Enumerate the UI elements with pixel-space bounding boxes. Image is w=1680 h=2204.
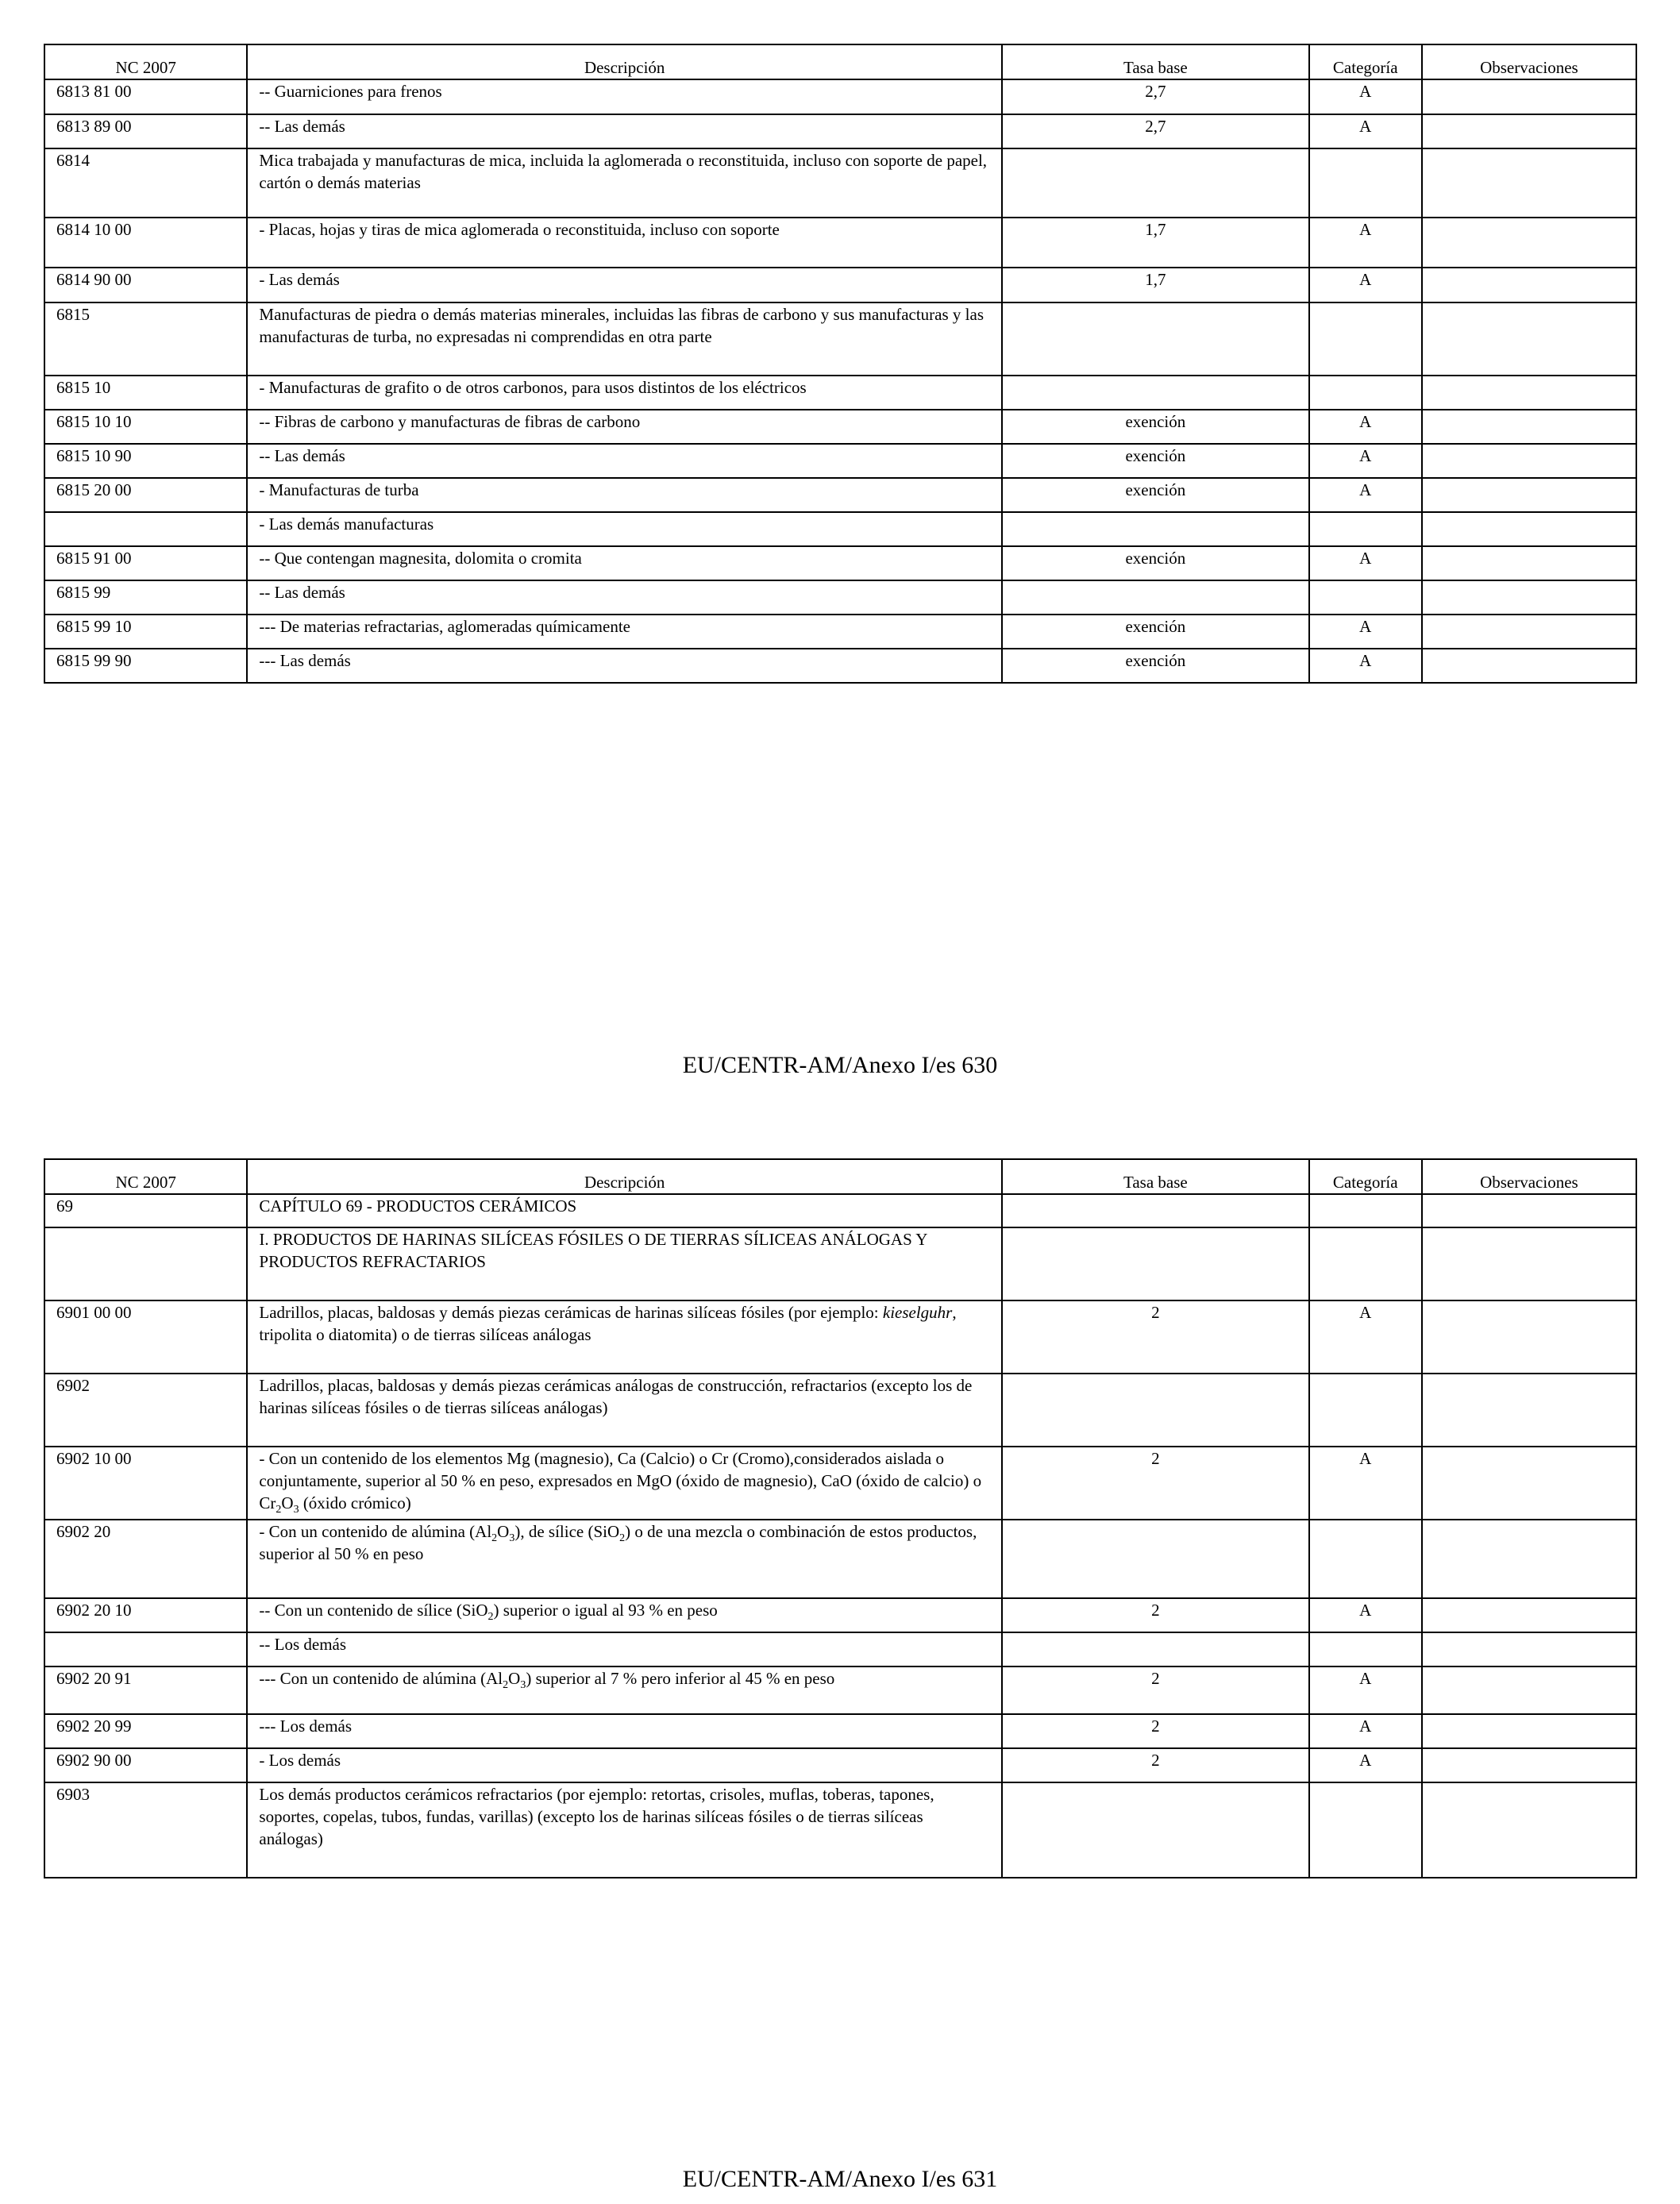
header-observations: Observaciones: [1422, 1159, 1636, 1194]
cell-category: [1309, 1520, 1422, 1598]
cell-category: A: [1309, 615, 1422, 649]
table-row: [44, 580, 1636, 615]
cell-code: 6815: [44, 302, 247, 376]
cell-base-rate: exención: [1002, 478, 1309, 512]
header-nc-2007: NC 2007: [44, 44, 247, 79]
cell-observations: [1422, 1374, 1636, 1447]
cell-category: [1309, 302, 1422, 376]
cell-base-rate: 2: [1002, 1714, 1309, 1748]
cell-description: Mica trabajada y manufacturas de mica, incluida la aglomerada o reconstituida, incluso con soporte de papel, cartón o demás materias: [247, 148, 1002, 218]
cell-code: 6815 99 90: [44, 649, 247, 683]
cell-code: 6902 20 99: [44, 1714, 247, 1748]
cell-base-rate: [1002, 1194, 1309, 1227]
cell-description: -- Guarniciones para frenos: [247, 79, 1002, 114]
cell-category: [1309, 1374, 1422, 1447]
cell-observations: [1422, 268, 1636, 302]
table-row: [44, 1194, 1636, 1227]
table-header-row: [44, 44, 1636, 79]
tariff-table-page-631: [44, 1158, 1637, 1878]
cell-observations: [1422, 1666, 1636, 1714]
cell-description: Ladrillos, placas, baldosas y demás piezas cerámicas de harinas silíceas fósiles (por ejemplo: kieselguhr, tripolita o diatomita) o de tierras silíceas análogas: [247, 1300, 1002, 1374]
table-row: [44, 546, 1636, 580]
cell-category: A: [1309, 1666, 1422, 1714]
cell-category: A: [1309, 79, 1422, 114]
cell-category: A: [1309, 478, 1422, 512]
table-row: [44, 1714, 1636, 1748]
cell-category: A: [1309, 444, 1422, 478]
cell-description: -- Las demás: [247, 114, 1002, 148]
cell-observations: [1422, 1520, 1636, 1598]
cell-observations: [1422, 1632, 1636, 1666]
cell-description: - Con un contenido de los elementos Mg (magnesio), Ca (Calcio) o Cr (Cromo),considerados aislada o conjuntamente, superior al 50 % en peso, expresados en MgO (óxido de magnesio), CaO (óxido de calcio) o $Cr_2O_3$ (óxido crómico): [247, 1447, 1002, 1520]
page-footer-630: EU/CENTR-AM/Anexo I/es 630: [682, 1052, 998, 1078]
cell-code: 6902 90 00: [44, 1748, 247, 1782]
table-row: [44, 1782, 1636, 1878]
cell-description: -- Con un contenido de sílice (SiO$_2$) superior o igual al 93 % en peso: [247, 1598, 1002, 1632]
cell-base-rate: [1002, 1374, 1309, 1447]
cell-category: A: [1309, 649, 1422, 683]
cell-category: [1309, 1782, 1422, 1878]
table-row: [44, 1598, 1636, 1632]
cell-code: 6901 00 00: [44, 1300, 247, 1374]
cell-observations: [1422, 649, 1636, 683]
cell-base-rate: exención: [1002, 444, 1309, 478]
header-category: Categoría: [1309, 1159, 1422, 1194]
cell-description: - Los demás: [247, 1748, 1002, 1782]
cell-base-rate: [1002, 512, 1309, 546]
cell-base-rate: [1002, 1520, 1309, 1598]
table-header-row: [44, 1159, 1636, 1194]
cell-base-rate: exención: [1002, 649, 1309, 683]
cell-code: 69: [44, 1194, 247, 1227]
cell-base-rate: [1002, 376, 1309, 410]
cell-description: -- Que contengan magnesita, dolomita o cromita: [247, 546, 1002, 580]
cell-category: A: [1309, 1300, 1422, 1374]
cell-description: CAPÍTULO 69 - PRODUCTOS CERÁMICOS: [247, 1194, 1002, 1227]
cell-observations: [1422, 376, 1636, 410]
cell-code: 6813 89 00: [44, 114, 247, 148]
cell-code: 6902 20 10: [44, 1598, 247, 1632]
cell-code: 6813 81 00: [44, 79, 247, 114]
cell-base-rate: [1002, 1227, 1309, 1300]
cell-category: A: [1309, 1598, 1422, 1632]
cell-description: Los demás productos cerámicos refractarios (por ejemplo: retortas, crisoles, muflas, toberas, tapones, soportes, copelas, tubos, fundas, varillas) (excepto los de harinas silíceas fósiles o de tierras silíceas análogas): [247, 1782, 1002, 1878]
cell-category: [1309, 376, 1422, 410]
cell-category: [1309, 1632, 1422, 1666]
cell-code: 6902 20: [44, 1520, 247, 1598]
cell-description: Manufacturas de piedra o demás materias minerales, incluidas las fibras de carbono y sus manufacturas y las manufacturas de turba, no expresadas ni comprendidas en otra parte: [247, 302, 1002, 376]
table-row: [44, 478, 1636, 512]
cell-code: 6814 10 00: [44, 218, 247, 268]
cell-description: -- Las demás: [247, 580, 1002, 615]
table-row: [44, 649, 1636, 683]
table-row: [44, 1520, 1636, 1598]
cell-category: A: [1309, 410, 1422, 444]
table-row: [44, 218, 1636, 268]
cell-category: A: [1309, 114, 1422, 148]
cell-description: --- Las demás: [247, 649, 1002, 683]
cell-description: I. PRODUCTOS DE HARINAS SILÍCEAS FÓSILES O DE TIERRAS SÍLICEAS ANÁLOGAS Y PRODUCTOS REFRACTARIOS: [247, 1227, 1002, 1300]
cell-description: - Manufacturas de grafito o de otros carbonos, para usos distintos de los eléctricos: [247, 376, 1002, 410]
cell-base-rate: exención: [1002, 410, 1309, 444]
cell-base-rate: 2: [1002, 1666, 1309, 1714]
cell-category: A: [1309, 218, 1422, 268]
table-row: [44, 302, 1636, 376]
table-row: [44, 1666, 1636, 1714]
cell-observations: [1422, 1300, 1636, 1374]
cell-description: -- Los demás: [247, 1632, 1002, 1666]
cell-observations: [1422, 444, 1636, 478]
cell-category: A: [1309, 1714, 1422, 1748]
tariff-table-page-630: [44, 44, 1637, 684]
cell-code: 6903: [44, 1782, 247, 1878]
cell-description: - Manufacturas de turba: [247, 478, 1002, 512]
table-row: [44, 1447, 1636, 1520]
cell-observations: [1422, 546, 1636, 580]
cell-base-rate: [1002, 580, 1309, 615]
cell-description: Ladrillos, placas, baldosas y demás piezas cerámicas análogas de construcción, refractarios (excepto los de harinas silíceas fósiles o de tierras silíceas análogas): [247, 1374, 1002, 1447]
cell-code: 6902: [44, 1374, 247, 1447]
cell-category: [1309, 1194, 1422, 1227]
cell-description: --- Con un contenido de alúmina $(Al_2O_3)$ superior al 7 % pero inferior al 45 % en peso: [247, 1666, 1002, 1714]
cell-base-rate: 2: [1002, 1748, 1309, 1782]
cell-code: 6902 10 00: [44, 1447, 247, 1520]
cell-observations: [1422, 148, 1636, 218]
table-row: [44, 615, 1636, 649]
cell-observations: [1422, 1447, 1636, 1520]
cell-code: 6815 10 10: [44, 410, 247, 444]
cell-observations: [1422, 1598, 1636, 1632]
table-row: [44, 444, 1636, 478]
header-description: Descripción: [247, 44, 1002, 79]
cell-base-rate: 1,7: [1002, 218, 1309, 268]
cell-category: [1309, 580, 1422, 615]
cell-observations: [1422, 218, 1636, 268]
header-base-rate: Tasa base: [1002, 1159, 1309, 1194]
cell-base-rate: 2,7: [1002, 114, 1309, 148]
cell-base-rate: 2: [1002, 1300, 1309, 1374]
italic-term: kieselguhr: [882, 1303, 953, 1322]
cell-description: --- Los demás: [247, 1714, 1002, 1748]
cell-code: 6814 90 00: [44, 268, 247, 302]
cell-category: A: [1309, 1748, 1422, 1782]
cell-observations: [1422, 1748, 1636, 1782]
table-row: [44, 512, 1636, 546]
cell-code: 6815 99: [44, 580, 247, 615]
cell-code: [44, 512, 247, 546]
header-category: Categoría: [1309, 44, 1422, 79]
cell-category: [1309, 148, 1422, 218]
cell-code: 6814: [44, 148, 247, 218]
cell-observations: [1422, 410, 1636, 444]
header-observations: Observaciones: [1422, 44, 1636, 79]
cell-observations: [1422, 79, 1636, 114]
cell-description: -- Fibras de carbono y manufacturas de fibras de carbono: [247, 410, 1002, 444]
cell-base-rate: 2: [1002, 1447, 1309, 1520]
cell-category: [1309, 512, 1422, 546]
table-row: [44, 79, 1636, 114]
table-row: [44, 1632, 1636, 1666]
table-row: [44, 1300, 1636, 1374]
cell-observations: [1422, 302, 1636, 376]
cell-category: A: [1309, 1447, 1422, 1520]
cell-category: A: [1309, 546, 1422, 580]
cell-description: - Las demás: [247, 268, 1002, 302]
cell-category: [1309, 1227, 1422, 1300]
cell-description: - Placas, hojas y tiras de mica aglomerada o reconstituida, incluso con soporte: [247, 218, 1002, 268]
cell-code: 6815 20 00: [44, 478, 247, 512]
cell-observations: [1422, 1782, 1636, 1878]
table-row: [44, 114, 1636, 148]
cell-base-rate: [1002, 1782, 1309, 1878]
cell-base-rate: [1002, 302, 1309, 376]
cell-base-rate: [1002, 1632, 1309, 1666]
table-row: [44, 1748, 1636, 1782]
cell-code: [44, 1227, 247, 1300]
cell-description: - Las demás manufacturas: [247, 512, 1002, 546]
cell-code: 6815 10 90: [44, 444, 247, 478]
page-footer-631: EU/CENTR-AM/Anexo I/es 631: [682, 2166, 998, 2192]
cell-base-rate: [1002, 148, 1309, 218]
cell-observations: [1422, 580, 1636, 615]
cell-category: A: [1309, 268, 1422, 302]
cell-observations: [1422, 1227, 1636, 1300]
header-description: Descripción: [247, 1159, 1002, 1194]
header-nc-2007: NC 2007: [44, 1159, 247, 1194]
cell-code: 6815 10: [44, 376, 247, 410]
cell-observations: [1422, 114, 1636, 148]
cell-observations: [1422, 512, 1636, 546]
cell-description: --- De materias refractarias, aglomeradas químicamente: [247, 615, 1002, 649]
table-row: [44, 1374, 1636, 1447]
cell-description: -- Las demás: [247, 444, 1002, 478]
cell-observations: [1422, 615, 1636, 649]
table-row: [44, 1227, 1636, 1300]
cell-code: 6902 20 91: [44, 1666, 247, 1714]
cell-code: [44, 1632, 247, 1666]
cell-observations: [1422, 478, 1636, 512]
table-row: [44, 268, 1636, 302]
cell-observations: [1422, 1194, 1636, 1227]
table-row: [44, 376, 1636, 410]
header-base-rate: Tasa base: [1002, 44, 1309, 79]
cell-description: - Con un contenido de alúmina $(Al_2O_3)$, de sílice (SiO$_2$) o de una mezcla o combinación de estos productos, superior al 50 % en peso: [247, 1520, 1002, 1598]
cell-observations: [1422, 1714, 1636, 1748]
cell-base-rate: 2: [1002, 1598, 1309, 1632]
cell-code: 6815 91 00: [44, 546, 247, 580]
table-row: [44, 148, 1636, 218]
cell-base-rate: exención: [1002, 615, 1309, 649]
cell-base-rate: 2,7: [1002, 79, 1309, 114]
table-row: [44, 410, 1636, 444]
cell-base-rate: 1,7: [1002, 268, 1309, 302]
cell-code: 6815 99 10: [44, 615, 247, 649]
cell-base-rate: exención: [1002, 546, 1309, 580]
